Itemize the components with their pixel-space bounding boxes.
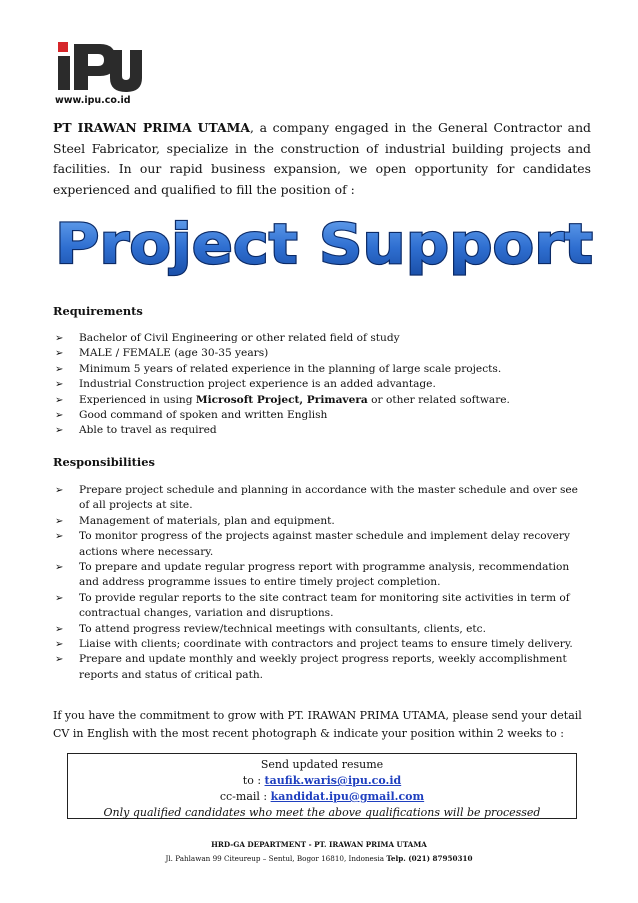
contact-box (67, 753, 577, 819)
list-item: ➢ Bachelor of Civil Engineering or other related field of study (55, 331, 585, 346)
cc-email-link[interactable]: kandidat.ipu@gmail.com (270, 790, 425, 803)
software-suffix: or other related software. (367, 393, 510, 406)
closing-paragraph: If you have the commitment to grow with PT. IRAWAN PRIMA UTAMA, please send your detail CV in English with the most recent photograph & indicate your position within 2 weeks to : (53, 709, 582, 740)
logo-p-mark (74, 44, 116, 90)
footer-department: HRD-GA DEPARTMENT - PT. IRAWAN PRIMA UTAMA (211, 840, 427, 849)
list-item: ➢ Industrial Construction project experience is an added advantage. (55, 377, 585, 392)
list-item: ➢ Prepare and update monthly and weekly project progress reports, weekly accomplishment reports and status of critical path. (55, 652, 591, 683)
logo-i-mark (58, 56, 70, 90)
list-item: ➢ MALE / FEMALE (age 30-35 years) (55, 346, 585, 361)
logo-u-mark (110, 50, 142, 92)
intro-paragraph (53, 118, 591, 200)
company-name: PT IRAWAN PRIMA UTAMA (53, 120, 250, 135)
list-item: ➢ Prepare project schedule and planning in accordance with the master schedule and over see of all projects at site. (55, 483, 591, 514)
position-title-banner (52, 208, 597, 280)
footer-address (0, 854, 638, 863)
list-item: ➢ Good command of spoken and written English (55, 408, 585, 423)
ipu-logo (52, 40, 147, 108)
software-names: Microsoft Project, Primavera (195, 393, 368, 406)
software-prefix: Experienced in using (79, 393, 196, 406)
contact-line: Send updated resume (260, 758, 384, 771)
contact-note: Only qualified candidates who meet the above qualifications will be processed (103, 806, 541, 819)
contact-cc-line (68, 789, 576, 805)
contact-to-line (68, 773, 576, 789)
responsibilities-list (55, 483, 591, 683)
logo-url: www.ipu.co.id (55, 95, 131, 106)
list-item: ➢ Minimum 5 years of related experience in the planning of large scale projects. (55, 362, 585, 377)
intro-text: , a company engaged in the General Contractor and Steel Fabricator, specialize in the construction of industrial building projects and facilities. In our rapid business expansion, we open opportunity for candidates experienced and qualified to fill the position of : (53, 120, 591, 197)
to-label: to : (242, 774, 265, 787)
list-item: ➢ To provide regular reports to the site contract team for monitoring site activities in term of contractual changes, variation and disruptions. (55, 591, 591, 622)
list-item: ➢ To prepare and update regular progress report with programme analysis, recommendation and address programme issues to entire timely project completion. (55, 560, 591, 591)
footer-address-text: Jl. Pahlawan 99 Citeureup – Sentul, Bogor 16810, Indonesia (165, 854, 387, 863)
to-email-link[interactable]: taufik.waris@ipu.co.id (264, 774, 402, 787)
list-item: ➢ Able to travel as required (55, 423, 585, 438)
footer-phone: Telp. (021) 87950310 (386, 854, 473, 863)
logo-red-square (58, 42, 68, 52)
responsibilities-heading: Responsibilities (53, 455, 155, 469)
requirements-list (55, 331, 585, 439)
list-item (55, 393, 585, 408)
position-title: Project Support (55, 212, 593, 276)
cc-label: cc-mail : (219, 790, 271, 803)
list-item: ➢ To attend progress review/technical meetings with consultants, clients, etc. (55, 622, 591, 637)
requirements-heading: Requirements (53, 304, 143, 318)
list-item: ➢ Liaise with clients; coordinate with contractors and project teams to ensure timely delivery. (55, 637, 591, 652)
list-item: ➢ Management of materials, plan and equipment. (55, 514, 591, 529)
list-item: ➢ To monitor progress of the projects against master schedule and implement delay recovery actions where necessary. (55, 529, 591, 560)
